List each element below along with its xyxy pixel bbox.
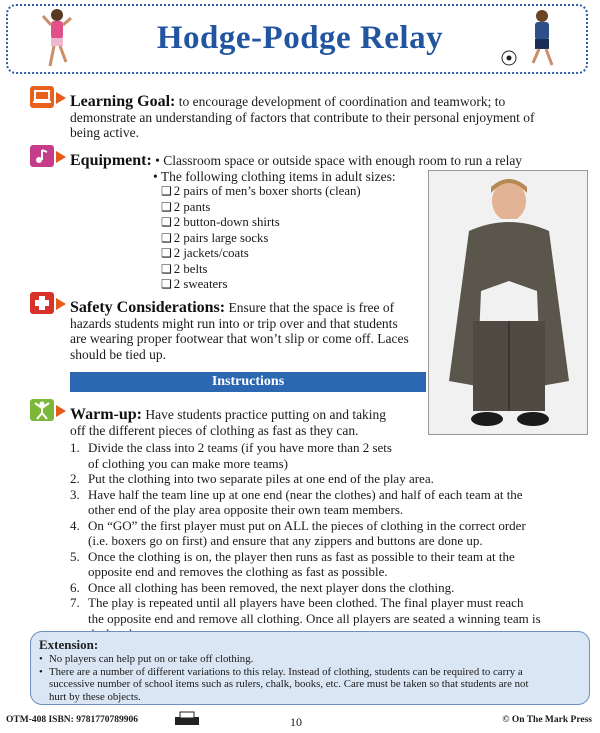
list-item: 5. Once the clothing is on, the player then runs as fast as possible to their team at the opposite end and removes the clothing as fast as possible.: [70, 548, 515, 579]
list-item: • There are a number of different variations to this relay. Instead of clothing, students can be required to carry a successive number of school items such as rulers, chalk, books, etc. Care must be taken so that students are not hurt by these objects.: [39, 665, 529, 703]
list-item: ❑ 2 button-down shirts: [161, 215, 280, 229]
warm-up-heading: Warm-up:: [70, 406, 142, 423]
safety-considerations: Safety Considerations: Ensure that the space is free of hazards students might run into or trip over and that students are wearing proper footwear that won’t slip or come off. Laces should be tied up.: [70, 299, 409, 362]
warm-up: Warm-up: Have students practice putting on and taking off the different pieces of clothing as fast as they can.: [70, 406, 387, 438]
learning-goal-line2: demonstrate an understanding of factors that contribute to their personal enjoyment of: [70, 109, 535, 125]
checkbox-icon: ❑: [161, 246, 172, 260]
arrow-icon: [56, 298, 66, 310]
checkbox-icon: ❑: [161, 230, 172, 245]
list-item: ❑ 2 jackets/coats: [161, 246, 249, 260]
list-item: 2. Put the clothing into two separate piles at one end of the play area.: [70, 471, 434, 486]
equipment-bullet1: • Classroom space or outside space with enough room to run a relay: [155, 153, 523, 168]
checkbox-icon: ❑: [161, 184, 172, 198]
boy-in-oversized-suit-photo: [428, 170, 588, 435]
checkbox-icon: ❑: [161, 277, 172, 291]
extension-heading: Extension:: [39, 637, 99, 652]
list-item: ❑ 2 pairs large socks: [161, 230, 269, 245]
list-item: ❑ 2 pants: [161, 199, 211, 214]
learning-goal-line1: to encourage development of coordination and teamwork; to: [178, 94, 506, 109]
footer-isbn: OTM-408 ISBN: 9781770789906: [6, 715, 138, 725]
first-aid-icon: [30, 292, 54, 314]
learning-goal-heading: Learning Goal:: [70, 93, 176, 110]
learning-goal-line3: being active.: [70, 125, 139, 140]
printer-icon: [172, 711, 202, 727]
list-item: 7. The play is repeated until all players have been clothed. The final player must reach the opposite end and remove all clothing. Once all players are seated a winning team is: [70, 595, 541, 626]
arrow-icon: [56, 405, 66, 417]
list-item: ❑ 2 pairs of men’s boxer shorts (clean): [161, 184, 361, 198]
list-item: 6. Once all clothing has been removed, the next player dons the clothing.: [70, 579, 455, 595]
person-stretching-icon: [30, 399, 54, 421]
list-item: • No players can help put on or take off clothing.: [39, 653, 254, 665]
laptop-icon: [30, 86, 54, 108]
arrow-icon: [56, 151, 66, 163]
music-note-icon: [30, 145, 54, 167]
instructions-banner: Instructions: [70, 372, 426, 392]
footer-publisher: © On The Mark Press: [502, 715, 592, 725]
equipment-bullet2: • The following clothing items in adult sizes:: [153, 169, 396, 184]
steps-list: [70, 440, 590, 642]
list-item: ❑ 2 belts: [161, 261, 208, 276]
list-item: 4. On “GO” the first player must put on ALL the pieces of clothing in the correct order (i.e. boxers go on first) and ensure that any zippers and buttons are done up.: [70, 517, 526, 548]
page-number: 10: [290, 715, 302, 729]
checkbox-icon: ❑: [161, 215, 172, 229]
page-title: Hodge-Podge Relay: [156, 20, 444, 56]
equipment-list: [161, 184, 421, 293]
equipment-intro: [70, 153, 540, 169]
extension-box: [30, 631, 590, 705]
list-item: 1. Divide the class into 2 teams (if you have more than 2 sets of clothing you can make more teams): [70, 440, 392, 471]
list-item: 3. Have half the team line up at one end (near the clothes) and half of each team at the other end of the play area opposite their own team members.: [70, 486, 523, 517]
equipment-heading: Equipment:: [70, 152, 152, 169]
list-item: ❑ 2 sweaters: [161, 277, 228, 291]
arrow-icon: [56, 92, 66, 104]
safety-heading: Safety Considerations:: [70, 299, 226, 316]
checkbox-icon: ❑: [161, 199, 172, 214]
learning-goal: [70, 94, 590, 141]
checkbox-icon: ❑: [161, 261, 172, 276]
